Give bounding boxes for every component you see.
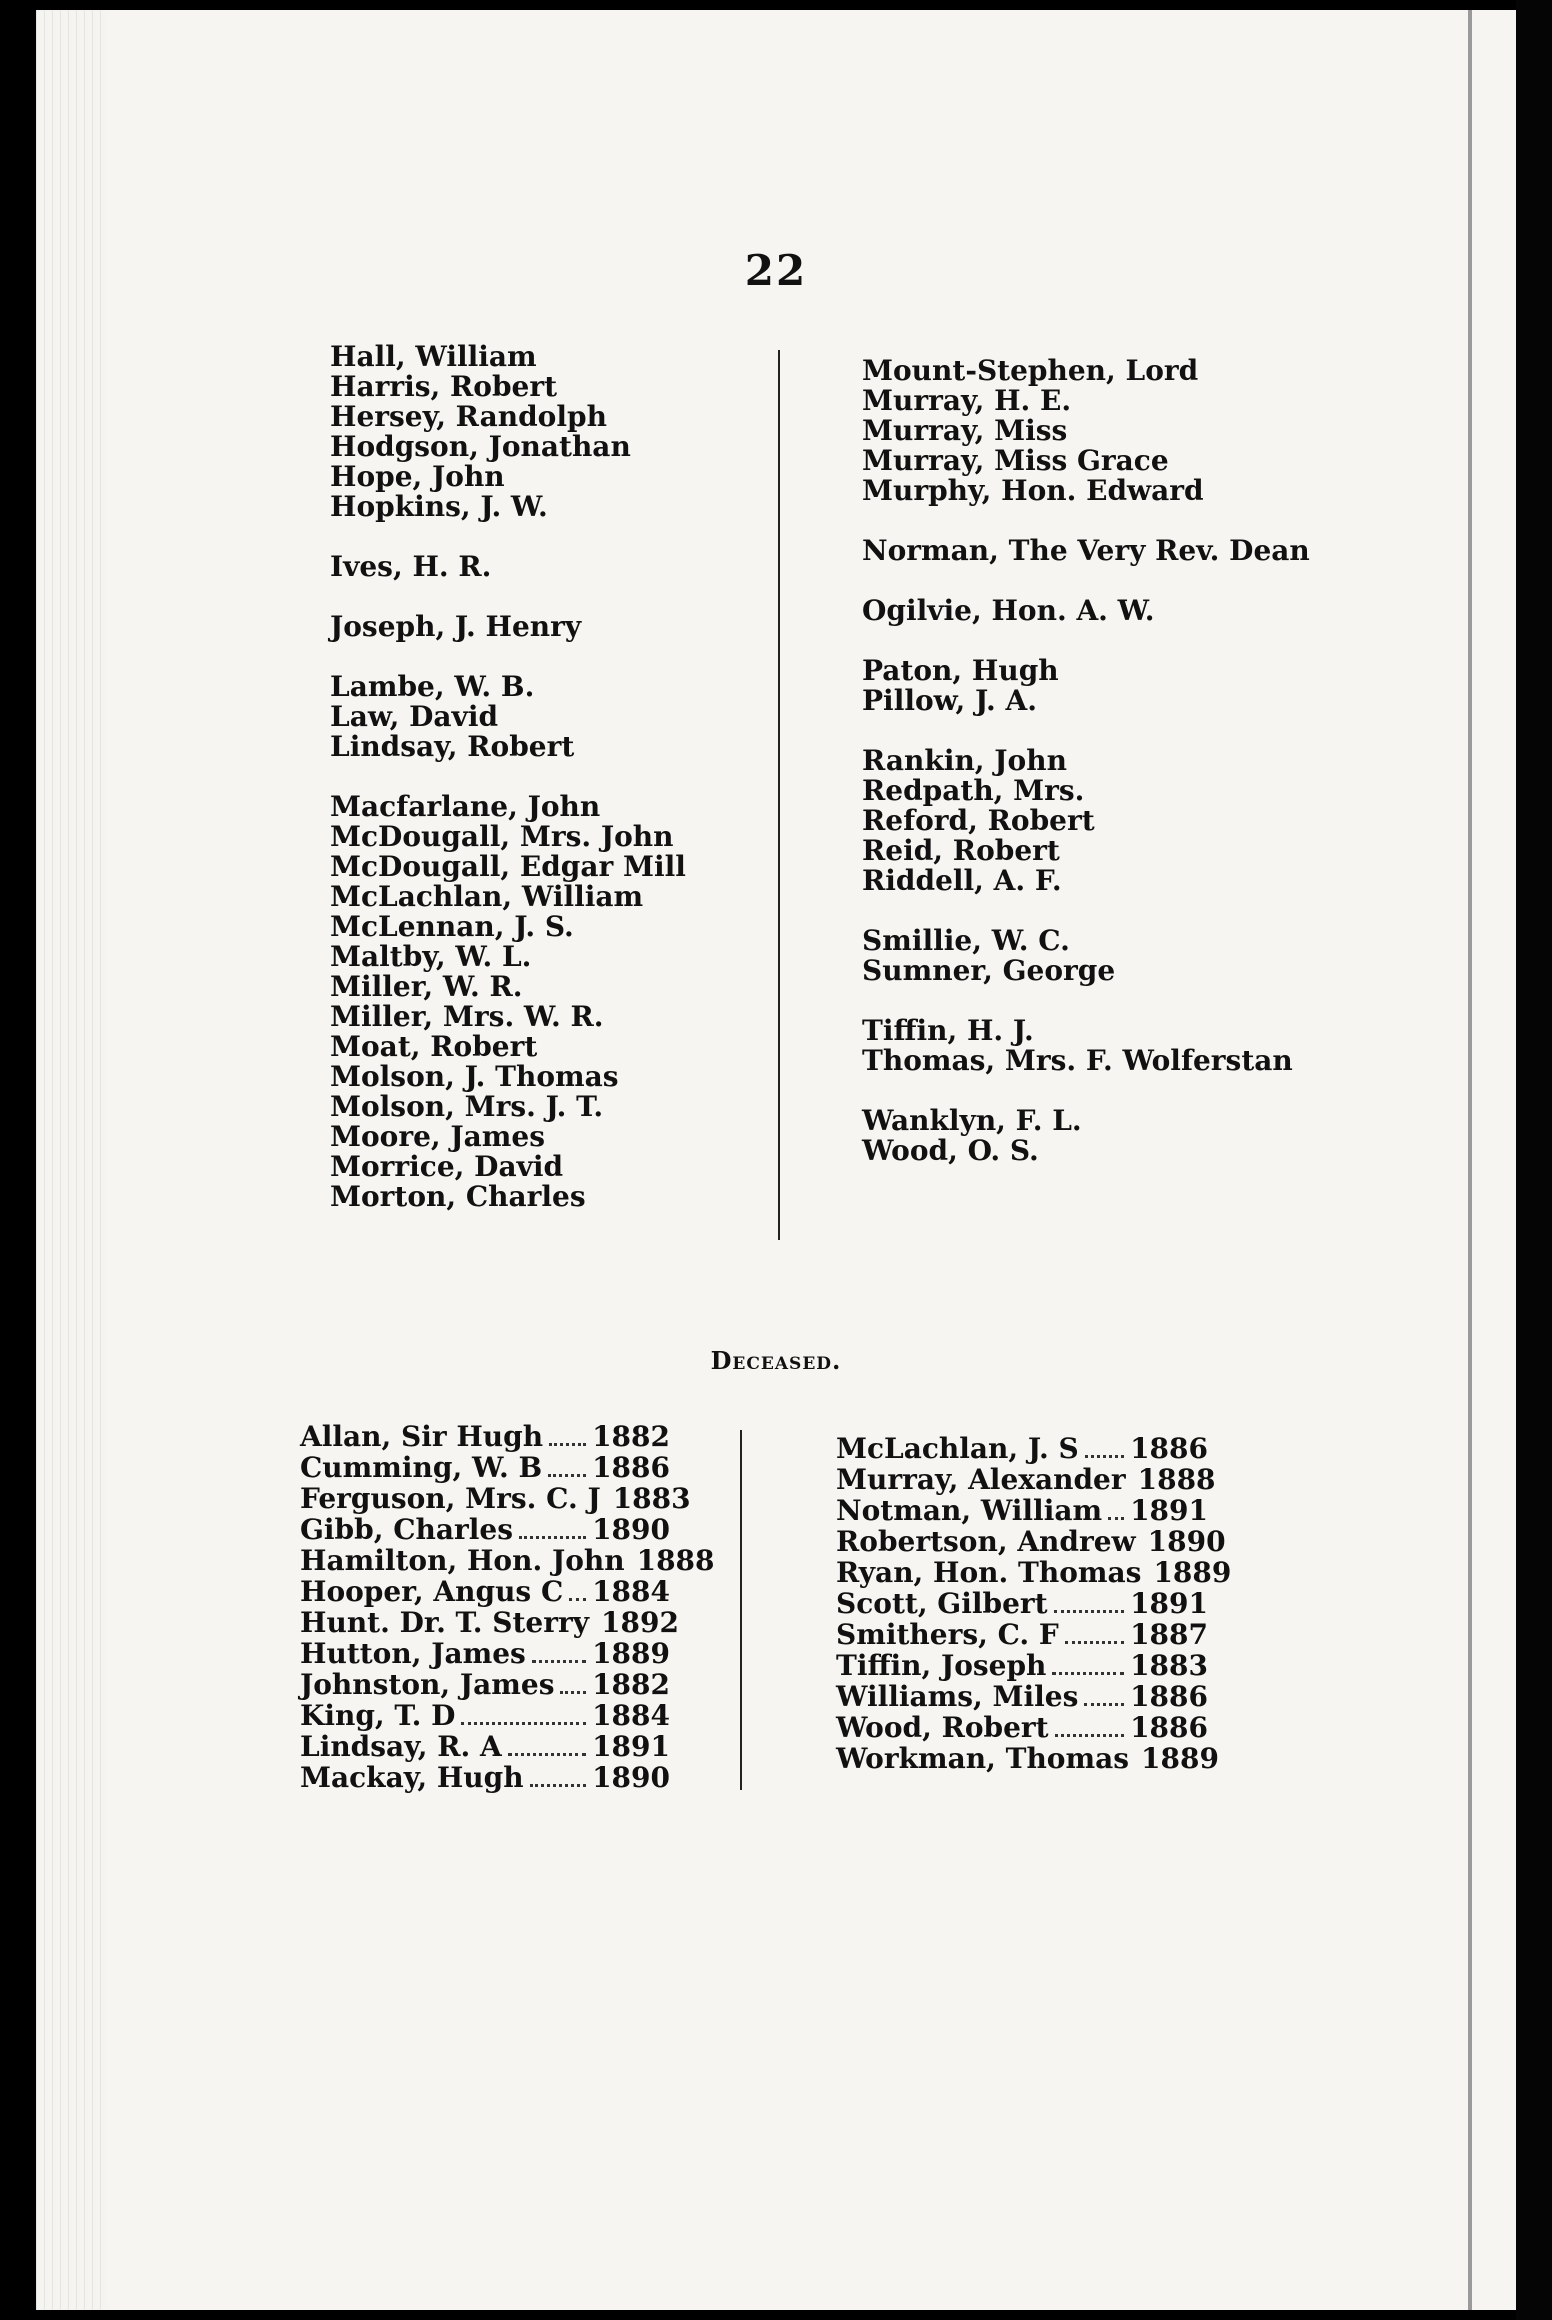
member-group [862, 1106, 1310, 1166]
member-group [862, 926, 1310, 986]
deceased-year: 1889 [1141, 1742, 1219, 1775]
member-name: Rankin, John [862, 744, 1067, 777]
deceased-name: Murray, Alexander [836, 1463, 1126, 1496]
deceased-name: Ferguson, Mrs. C. J [300, 1482, 601, 1515]
deceased-name: Hunt. Dr. T. Sterry [300, 1606, 590, 1639]
deceased-year: 1884 [592, 1699, 670, 1732]
deceased-entry [300, 1639, 670, 1670]
deceased-year: 1882 [592, 1668, 670, 1701]
deceased-entry [836, 1620, 1208, 1651]
leader-dots [1085, 1455, 1124, 1458]
member-name: Macfarlane, John [330, 790, 601, 823]
deceased-entry [836, 1682, 1208, 1713]
member-name: Molson, J. Thomas [330, 1060, 619, 1093]
deceased-name: Lindsay, R. A [300, 1730, 502, 1763]
members-column-divider [778, 350, 780, 1240]
deceased-entry [300, 1422, 670, 1453]
member-group [862, 356, 1310, 506]
deceased-name: Hamilton, Hon. John [300, 1544, 625, 1577]
leader-dots [569, 1598, 586, 1601]
deceased-year: 1883 [1130, 1649, 1208, 1682]
member-group [330, 342, 686, 522]
member-name: Moore, James [330, 1120, 546, 1153]
leader-dots [1052, 1672, 1124, 1675]
deceased-year: 1890 [592, 1513, 670, 1546]
deceased-name: Mackay, Hugh [300, 1761, 524, 1794]
member-group [862, 656, 1310, 716]
deceased-year: 1882 [592, 1420, 670, 1453]
member-name: Moat, Robert [330, 1030, 538, 1063]
deceased-entry [836, 1496, 1208, 1527]
member-name: Ogilvie, Hon. A. W. [862, 594, 1155, 627]
member-name: Murphy, Hon. Edward [862, 474, 1204, 507]
deceased-entry [836, 1525, 1226, 1558]
deceased-year: 1888 [1137, 1463, 1216, 1496]
deceased-year: 1886 [1130, 1432, 1208, 1465]
member-name: Ives, H. R. [330, 550, 492, 583]
member-name: Lambe, W. B. [330, 670, 535, 703]
leader-dots [549, 1443, 586, 1446]
deceased-name: Workman, Thomas [836, 1742, 1130, 1775]
page-number: 22 [744, 246, 808, 295]
deceased-year: 1887 [1130, 1618, 1208, 1651]
page-edge-stack [36, 10, 106, 2310]
deceased-name: Hutton, James [300, 1637, 526, 1670]
member-name: Mount-Stephen, Lord [862, 354, 1199, 387]
deceased-name: King, T. D [300, 1699, 456, 1732]
member-name: Tiffin, H. J. [862, 1014, 1034, 1047]
member-name: Norman, The Very Rev. Dean [862, 534, 1310, 567]
deceased-name: McLachlan, J. S [836, 1432, 1079, 1465]
deceased-year: 1891 [592, 1730, 670, 1763]
member-group [862, 746, 1310, 896]
deceased-name: Smithers, C. F [836, 1618, 1059, 1651]
deceased-name: Cumming, W. B [300, 1451, 543, 1484]
deceased-year: 1886 [592, 1451, 670, 1484]
deceased-year: 1891 [1130, 1494, 1208, 1527]
member-name: Maltby, W. L. [330, 940, 532, 973]
deceased-name: Scott, Gilbert [836, 1587, 1048, 1620]
deceased-entry [300, 1732, 670, 1763]
member-name: Joseph, J. Henry [330, 610, 582, 643]
member-group [330, 792, 686, 1212]
member-name: Hersey, Randolph [330, 400, 607, 433]
member-name: Wood, O. S. [862, 1134, 1039, 1167]
leader-dots [530, 1784, 587, 1787]
deceased-name: Robertson, Andrew [836, 1525, 1136, 1558]
leader-dots [1084, 1703, 1124, 1706]
member-name: Morton, Charles [330, 1180, 586, 1213]
member-name: Murray, H. E. [862, 384, 1072, 417]
member-group [330, 672, 686, 762]
member-name: Paton, Hugh [862, 654, 1059, 687]
deceased-name: Hooper, Angus C [300, 1575, 564, 1608]
binding-shadow [1468, 10, 1472, 2310]
member-name: Law, David [330, 700, 499, 733]
deceased-year: 1891 [1130, 1587, 1208, 1620]
deceased-left-column [300, 1420, 715, 1794]
deceased-entry [836, 1556, 1232, 1589]
leader-dots [532, 1660, 586, 1663]
member-group [330, 612, 686, 642]
member-name: Pillow, J. A. [862, 684, 1037, 717]
deceased-column-divider [740, 1430, 742, 1790]
deceased-entry [836, 1651, 1208, 1682]
members-right-column [862, 356, 1310, 1196]
member-name: McDougall, Edgar Mill [330, 850, 686, 883]
member-name: Miller, W. R. [330, 970, 523, 1003]
deceased-entry [300, 1606, 679, 1639]
member-name: McLennan, J. S. [330, 910, 574, 943]
member-name: Thomas, Mrs. F. Wolferstan [862, 1044, 1293, 1077]
member-name: McLachlan, William [330, 880, 644, 913]
member-name: Morrice, David [330, 1150, 564, 1183]
member-name: Murray, Miss Grace [862, 444, 1169, 477]
deceased-entry [300, 1577, 670, 1608]
deceased-year: 1886 [1130, 1680, 1208, 1713]
deceased-year: 1890 [592, 1761, 670, 1794]
leader-dots [1054, 1610, 1124, 1613]
deceased-entry [300, 1701, 670, 1732]
member-name: Redpath, Mrs. [862, 774, 1085, 807]
deceased-entry [836, 1742, 1219, 1775]
leader-dots [461, 1722, 586, 1725]
member-name: Reid, Robert [862, 834, 1060, 867]
deceased-name: Tiffin, Joseph [836, 1649, 1047, 1682]
member-name: Reford, Robert [862, 804, 1095, 837]
member-name: Harris, Robert [330, 370, 558, 403]
deceased-entry [300, 1670, 670, 1701]
deceased-right-column [836, 1432, 1232, 1775]
deceased-entry [836, 1589, 1208, 1620]
member-name: Smillie, W. C. [862, 924, 1070, 957]
deceased-entry [300, 1544, 715, 1577]
leader-dots [1055, 1734, 1124, 1737]
member-name: Wanklyn, F. L. [862, 1104, 1082, 1137]
member-name: Hodgson, Jonathan [330, 430, 631, 463]
deceased-name: Wood, Robert [836, 1711, 1049, 1744]
deceased-year: 1892 [601, 1606, 679, 1639]
member-group [862, 536, 1310, 566]
leader-dots [1065, 1641, 1124, 1644]
members-left-column [330, 342, 686, 1242]
deceased-entry [300, 1515, 670, 1546]
deceased-entry [836, 1463, 1216, 1496]
leader-dots [519, 1536, 586, 1539]
scan-border [1516, 0, 1552, 2320]
leader-dots [508, 1753, 586, 1756]
deceased-name: Johnston, James [300, 1668, 555, 1701]
deceased-year: 1883 [612, 1482, 691, 1515]
deceased-year: 1884 [592, 1575, 670, 1608]
member-name: Riddell, A. F. [862, 864, 1062, 897]
member-group [862, 596, 1310, 626]
deceased-heading: Deceased. [710, 1346, 842, 1375]
deceased-entry [300, 1482, 691, 1515]
deceased-name: Ryan, Hon. Thomas [836, 1556, 1142, 1589]
member-name: McDougall, Mrs. John [330, 820, 674, 853]
deceased-year: 1889 [1153, 1556, 1232, 1589]
member-name: Hall, William [330, 340, 537, 373]
deceased-entry [300, 1453, 670, 1484]
deceased-year: 1886 [1130, 1711, 1208, 1744]
member-name: Lindsay, Robert [330, 730, 575, 763]
deceased-name: Allan, Sir Hugh [300, 1420, 544, 1453]
deceased-year: 1888 [636, 1544, 715, 1577]
member-name: Molson, Mrs. J. T. [330, 1090, 604, 1123]
member-name: Hopkins, J. W. [330, 490, 548, 523]
deceased-year: 1890 [1147, 1525, 1226, 1558]
member-group [862, 1016, 1310, 1076]
member-name: Miller, Mrs. W. R. [330, 1000, 604, 1033]
deceased-entry [300, 1763, 670, 1794]
deceased-name: Gibb, Charles [300, 1513, 513, 1546]
leader-dots [1108, 1517, 1124, 1520]
member-name: Murray, Miss [862, 414, 1068, 447]
deceased-name: Williams, Miles [836, 1680, 1079, 1713]
leader-dots [548, 1474, 586, 1477]
member-name: Hope, John [330, 460, 505, 493]
deceased-name: Notman, William [836, 1494, 1103, 1527]
leader-dots [560, 1691, 586, 1694]
deceased-entry [836, 1713, 1208, 1744]
deceased-year: 1889 [592, 1637, 670, 1670]
deceased-entry [836, 1434, 1208, 1465]
member-name: Sumner, George [862, 954, 1116, 987]
member-group [330, 552, 686, 582]
